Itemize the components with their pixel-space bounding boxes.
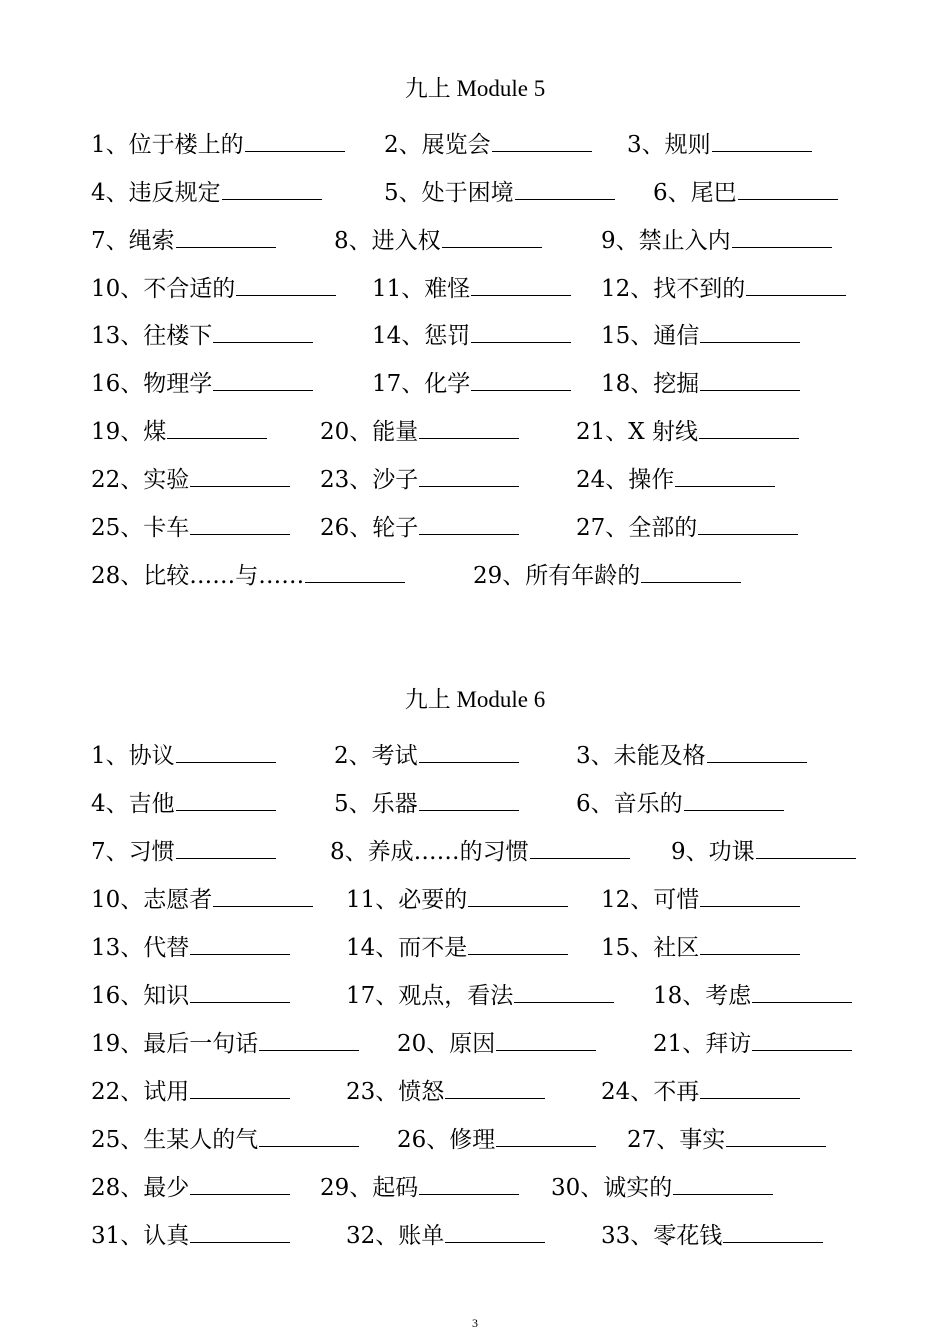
answer-blank[interactable] (746, 271, 846, 296)
vocab-prompt: 19、煤 (91, 419, 167, 445)
module5-vocab-item (320, 462, 519, 495)
answer-blank[interactable] (468, 882, 568, 907)
vocab-prompt: 4、违反规定 (91, 180, 221, 206)
module6-vocab-item (346, 930, 568, 963)
module5-vocab-item (601, 271, 846, 304)
answer-blank[interactable] (259, 1026, 359, 1051)
answer-blank[interactable] (419, 786, 519, 811)
vocab-prompt: 29、起码 (320, 1175, 419, 1201)
module6-vocab-item (653, 978, 852, 1011)
answer-blank[interactable] (471, 271, 571, 296)
answer-blank[interactable] (445, 1074, 545, 1099)
answer-blank[interactable] (419, 738, 519, 763)
vocab-prompt: 15、社区 (601, 935, 700, 961)
module5-vocab-item (372, 366, 571, 399)
vocab-prompt: 10、不合适的 (91, 276, 236, 302)
module5-vocab-item (91, 558, 405, 591)
answer-blank[interactable] (468, 930, 568, 955)
answer-blank[interactable] (445, 1218, 545, 1243)
module5-vocab-item (320, 510, 519, 543)
vocab-prompt: 21、X 射线 (576, 419, 698, 445)
module5-vocab-item (320, 414, 519, 447)
answer-blank[interactable] (176, 738, 276, 763)
module6-vocab-item (91, 786, 276, 819)
module5-vocab-item (91, 127, 345, 160)
answer-blank[interactable] (167, 414, 267, 439)
vocab-prompt: 2、展览会 (384, 132, 491, 158)
answer-blank[interactable] (305, 558, 405, 583)
answer-blank[interactable] (176, 786, 276, 811)
vocab-prompt: 18、挖掘 (601, 371, 700, 397)
vocab-prompt: 14、而不是 (346, 935, 468, 961)
vocab-prompt: 21、拜访 (653, 1031, 752, 1057)
module6-vocab-item (91, 1170, 290, 1203)
module6-vocab-item (653, 1026, 852, 1059)
module5-vocab-item (384, 175, 615, 208)
module6-row (0, 1074, 950, 1106)
vocab-prompt: 5、乐器 (334, 791, 418, 817)
answer-blank[interactable] (190, 1218, 290, 1243)
answer-blank[interactable] (756, 834, 856, 859)
answer-blank[interactable] (700, 1074, 800, 1099)
module5-vocab-item (334, 223, 542, 256)
answer-blank[interactable] (707, 738, 807, 763)
module5-row (0, 462, 950, 494)
answer-blank[interactable] (515, 175, 615, 200)
answer-blank[interactable] (213, 366, 313, 391)
vocab-prompt: 26、轮子 (320, 515, 419, 541)
vocab-prompt: 2、考试 (334, 743, 418, 769)
module6-row (0, 882, 950, 914)
module6-vocab-item (576, 738, 807, 771)
module5-vocab-item (372, 271, 571, 304)
vocab-prompt: 33、零花钱 (601, 1223, 723, 1249)
vocab-prompt: 23、沙子 (320, 467, 419, 493)
module5-vocab-item (91, 318, 313, 351)
vocab-prompt: 30、诚实的 (551, 1175, 673, 1201)
module6-vocab-item (601, 882, 800, 915)
answer-blank[interactable] (684, 786, 784, 811)
answer-blank[interactable] (259, 1122, 359, 1147)
module5-vocab-item (91, 414, 267, 447)
answer-blank[interactable] (732, 223, 832, 248)
module6-row (0, 930, 950, 962)
vocab-prompt: 20、能量 (320, 419, 419, 445)
module6-row (0, 978, 950, 1010)
vocab-prompt: 13、往楼下 (91, 323, 213, 349)
module6-vocab-item (91, 834, 276, 867)
module5-row (0, 318, 950, 350)
module5-vocab-item (653, 175, 838, 208)
vocab-prompt: 13、代替 (91, 935, 190, 961)
answer-blank[interactable] (530, 834, 630, 859)
module6-vocab-item (346, 882, 568, 915)
vocab-prompt: 23、愤怒 (346, 1079, 445, 1105)
vocab-prompt: 3、规则 (627, 132, 711, 158)
vocab-prompt: 22、试用 (91, 1079, 190, 1105)
vocab-prompt: 20、原因 (397, 1031, 496, 1057)
answer-blank[interactable] (700, 366, 800, 391)
vocab-prompt: 15、通信 (601, 323, 700, 349)
module6-vocab-item (91, 978, 290, 1011)
answer-blank[interactable] (723, 1218, 823, 1243)
answer-blank[interactable] (641, 558, 741, 583)
module6-vocab-item (601, 930, 800, 963)
vocab-prompt: 28、比较……与…… (91, 563, 305, 589)
answer-blank[interactable] (176, 223, 276, 248)
module6-vocab-item (91, 1074, 290, 1107)
answer-blank[interactable] (190, 930, 290, 955)
vocab-prompt: 19、最后一句话 (91, 1031, 259, 1057)
answer-blank[interactable] (700, 318, 800, 343)
answer-blank[interactable] (514, 978, 614, 1003)
module5-vocab-item (601, 318, 800, 351)
vocab-prompt: 12、可惜 (601, 887, 700, 913)
vocab-prompt: 32、账单 (346, 1223, 445, 1249)
module5-vocab-item (91, 271, 336, 304)
vocab-prompt: 7、习惯 (91, 839, 175, 865)
vocab-prompt: 29、所有年龄的 (473, 563, 641, 589)
answer-blank[interactable] (471, 318, 571, 343)
vocab-prompt: 22、实验 (91, 467, 190, 493)
module6-vocab-item (330, 834, 630, 867)
module6-vocab-item (627, 1122, 826, 1155)
answer-blank[interactable] (213, 882, 313, 907)
answer-blank[interactable] (698, 510, 798, 535)
answer-blank[interactable] (190, 462, 290, 487)
module6-vocab-item (601, 1218, 823, 1251)
vocab-prompt: 1、协议 (91, 743, 175, 769)
module6-row (0, 1170, 950, 1202)
vocab-prompt: 1、位于楼上的 (91, 132, 244, 158)
answer-blank[interactable] (675, 462, 775, 487)
module6-row (0, 1026, 950, 1058)
module6-vocab-item (346, 978, 614, 1011)
answer-blank[interactable] (245, 127, 345, 152)
answer-blank[interactable] (190, 1170, 290, 1195)
answer-blank[interactable] (213, 318, 313, 343)
vocab-prompt: 26、修理 (397, 1127, 496, 1153)
module5-vocab-item (601, 366, 800, 399)
answer-blank[interactable] (419, 510, 519, 535)
module5-vocab-item (91, 366, 313, 399)
answer-blank[interactable] (496, 1122, 596, 1147)
vocab-prompt: 16、知识 (91, 983, 190, 1009)
answer-blank[interactable] (738, 175, 838, 200)
module6-row (0, 1122, 950, 1154)
answer-blank[interactable] (176, 834, 276, 859)
module5-vocab-item (91, 223, 276, 256)
module6-vocab-item (346, 1074, 545, 1107)
answer-blank[interactable] (190, 1074, 290, 1099)
vocab-prompt: 8、养成……的习惯 (330, 839, 529, 865)
answer-blank[interactable] (752, 1026, 852, 1051)
vocab-prompt: 11、必要的 (346, 887, 468, 913)
module5-row (0, 366, 950, 398)
module6-vocab-item (601, 1074, 800, 1107)
answer-blank[interactable] (190, 978, 290, 1003)
vocab-prompt: 6、音乐的 (576, 791, 683, 817)
vocab-prompt: 9、功课 (671, 839, 755, 865)
vocab-prompt: 14、惩罚 (372, 323, 471, 349)
vocab-prompt: 18、考虑 (653, 983, 752, 1009)
vocab-prompt: 24、不再 (601, 1079, 700, 1105)
vocab-prompt: 10、志愿者 (91, 887, 213, 913)
module5-title: 九上 Module 5 (404, 76, 546, 101)
answer-blank[interactable] (419, 414, 519, 439)
module6-vocab-item (91, 1122, 359, 1155)
answer-blank[interactable] (673, 1170, 773, 1195)
vocab-prompt: 31、认真 (91, 1223, 190, 1249)
vocab-prompt: 27、事实 (627, 1127, 726, 1153)
answer-blank[interactable] (699, 414, 799, 439)
module5-vocab-item (473, 558, 741, 591)
vocab-prompt: 16、物理学 (91, 371, 213, 397)
answer-blank[interactable] (496, 1026, 596, 1051)
module6-vocab-item (397, 1122, 596, 1155)
module5-vocab-item (576, 510, 798, 543)
answer-blank[interactable] (700, 930, 800, 955)
vocab-prompt: 5、处于困境 (384, 180, 514, 206)
vocab-prompt: 8、进入权 (334, 228, 441, 254)
module6-row (0, 1218, 950, 1250)
module6-vocab-item (91, 738, 276, 771)
module5-vocab-item (91, 175, 322, 208)
module5-row (0, 271, 950, 303)
module6-vocab-item (551, 1170, 773, 1203)
vocab-prompt: 24、操作 (576, 467, 675, 493)
answer-blank[interactable] (752, 978, 852, 1003)
module5-vocab-item (91, 462, 290, 495)
module5-vocab-item (576, 462, 775, 495)
vocab-prompt: 17、化学 (372, 371, 471, 397)
module6-vocab-item (91, 882, 313, 915)
vocab-prompt: 9、禁止入内 (601, 228, 731, 254)
vocab-prompt: 3、未能及格 (576, 743, 706, 769)
answer-blank[interactable] (492, 127, 592, 152)
module5-row (0, 558, 950, 590)
module6-vocab-item (91, 1218, 290, 1251)
module5-row (0, 127, 950, 159)
answer-blank[interactable] (471, 366, 571, 391)
vocab-prompt: 11、难怪 (372, 276, 471, 302)
module6-vocab-item (91, 930, 290, 963)
vocab-prompt: 12、找不到的 (601, 276, 746, 302)
page-number: 3 (472, 1316, 478, 1330)
module6-vocab-item (671, 834, 856, 867)
vocab-prompt: 25、生某人的气 (91, 1127, 259, 1153)
answer-blank[interactable] (236, 271, 336, 296)
module6-vocab-item (334, 738, 519, 771)
answer-blank[interactable] (726, 1122, 826, 1147)
module5-row (0, 414, 950, 446)
module5-row (0, 510, 950, 542)
module6-vocab-item (397, 1026, 596, 1059)
vocab-prompt: 4、吉他 (91, 791, 175, 817)
module5-row (0, 223, 950, 255)
answer-blank[interactable] (419, 462, 519, 487)
answer-blank[interactable] (222, 175, 322, 200)
module5-vocab-item (601, 223, 832, 256)
module6-row (0, 786, 950, 818)
module6-title: 九上 Module 6 (404, 687, 546, 712)
answer-blank[interactable] (190, 510, 290, 535)
module5-vocab-item (384, 127, 592, 160)
module6-vocab-item (346, 1218, 545, 1251)
module6-vocab-item (576, 786, 784, 819)
answer-blank[interactable] (712, 127, 812, 152)
answer-blank[interactable] (442, 223, 542, 248)
vocab-prompt: 27、全部的 (576, 515, 698, 541)
answer-blank[interactable] (700, 882, 800, 907)
vocab-prompt: 17、观点，看法 (346, 983, 514, 1009)
vocab-prompt: 6、尾巴 (653, 180, 737, 206)
module5-vocab-item (91, 510, 290, 543)
module6-vocab-item (334, 786, 519, 819)
vocab-prompt: 7、绳索 (91, 228, 175, 254)
module6-vocab-item (320, 1170, 519, 1203)
module5-vocab-item (576, 414, 799, 447)
module6-row (0, 834, 950, 866)
vocab-prompt: 28、最少 (91, 1175, 190, 1201)
module6-row (0, 738, 950, 770)
module5-vocab-item (627, 127, 812, 160)
module5-vocab-item (372, 318, 571, 351)
module6-vocab-item (91, 1026, 359, 1059)
module5-row (0, 175, 950, 207)
vocab-prompt: 25、卡车 (91, 515, 190, 541)
answer-blank[interactable] (419, 1170, 519, 1195)
